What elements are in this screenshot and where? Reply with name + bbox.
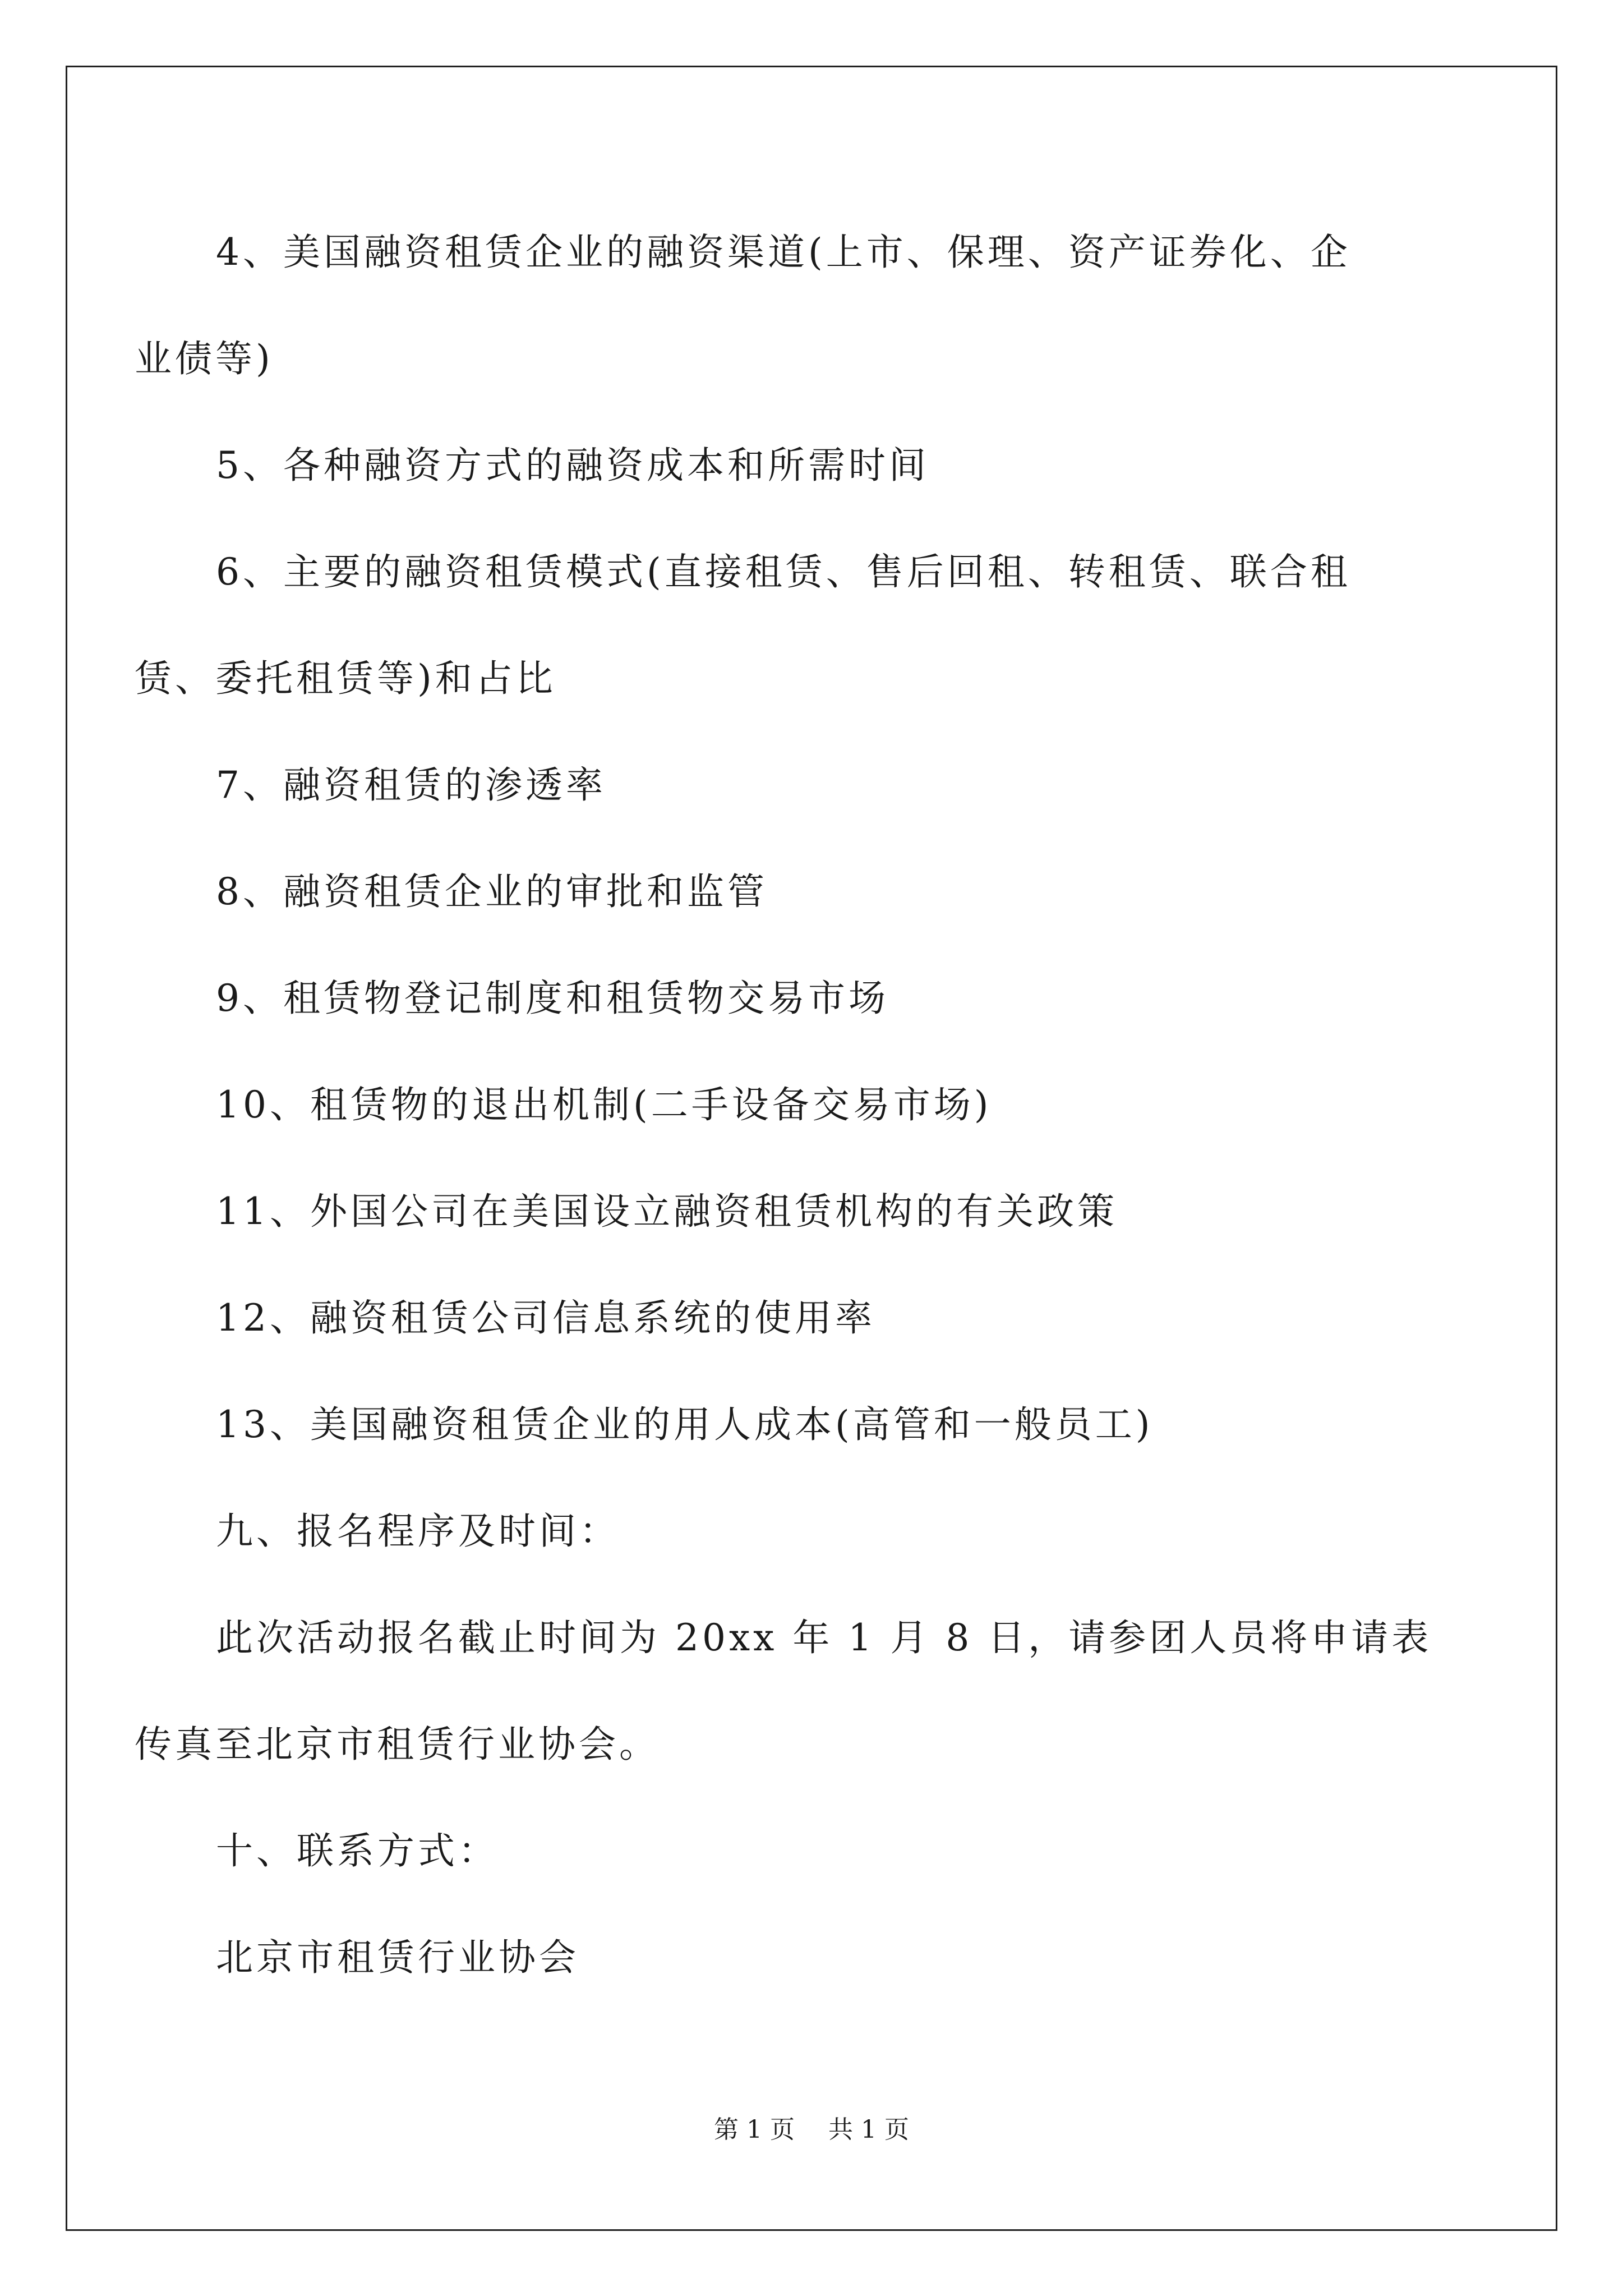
- section-heading-contact: 十、联系方式：: [216, 1829, 499, 1872]
- paragraph-item-4: 4、美国融资租赁企业的融资渠道(上市、保理、资产证券化、企: [216, 231, 1351, 274]
- page-number-current: 第 1 页: [714, 2115, 795, 2144]
- paragraph-item-9: 9、租赁物登记制度和租赁物交易市场: [216, 977, 889, 1020]
- paragraph-item-4-continued: 业债等): [135, 337, 274, 380]
- paragraph-item-6-continued: 赁、委托租赁等)和占比: [135, 657, 556, 700]
- paragraph-item-12: 12、融资租赁公司信息系统的使用率: [216, 1296, 875, 1340]
- paragraph-item-6: 6、主要的融资租赁模式(直接租赁、售后回租、转租赁、联合租: [216, 550, 1351, 593]
- paragraph-item-13: 13、美国融资租赁企业的用人成本(高管和一般员工): [216, 1403, 1154, 1446]
- page-number-total: 共 1 页: [828, 2115, 909, 2144]
- page-footer: [0, 2109, 1623, 2145]
- paragraph-registration-deadline-continued: 传真至北京市租赁行业协会。: [135, 1723, 660, 1766]
- paragraph-item-8: 8、融资租赁企业的审批和监管: [216, 870, 768, 913]
- paragraph-item-5: 5、各种融资方式的融资成本和所需时间: [216, 444, 929, 487]
- section-heading-registration: 九、报名程序及时间：: [216, 1510, 620, 1553]
- paragraph-item-10: 10、租赁物的退出机制(二手设备交易市场): [216, 1083, 992, 1126]
- paragraph-item-7: 7、融资租赁的渗透率: [216, 763, 606, 807]
- contact-organization: 北京市租赁行业协会: [216, 1936, 579, 1979]
- paragraph-item-11: 11、外国公司在美国设立融资租赁机构的有关政策: [216, 1190, 1118, 1233]
- paragraph-registration-deadline: 此次活动报名截止时间为 20xx 年 1 月 8 日，请参团人员将申请表: [216, 1616, 1432, 1659]
